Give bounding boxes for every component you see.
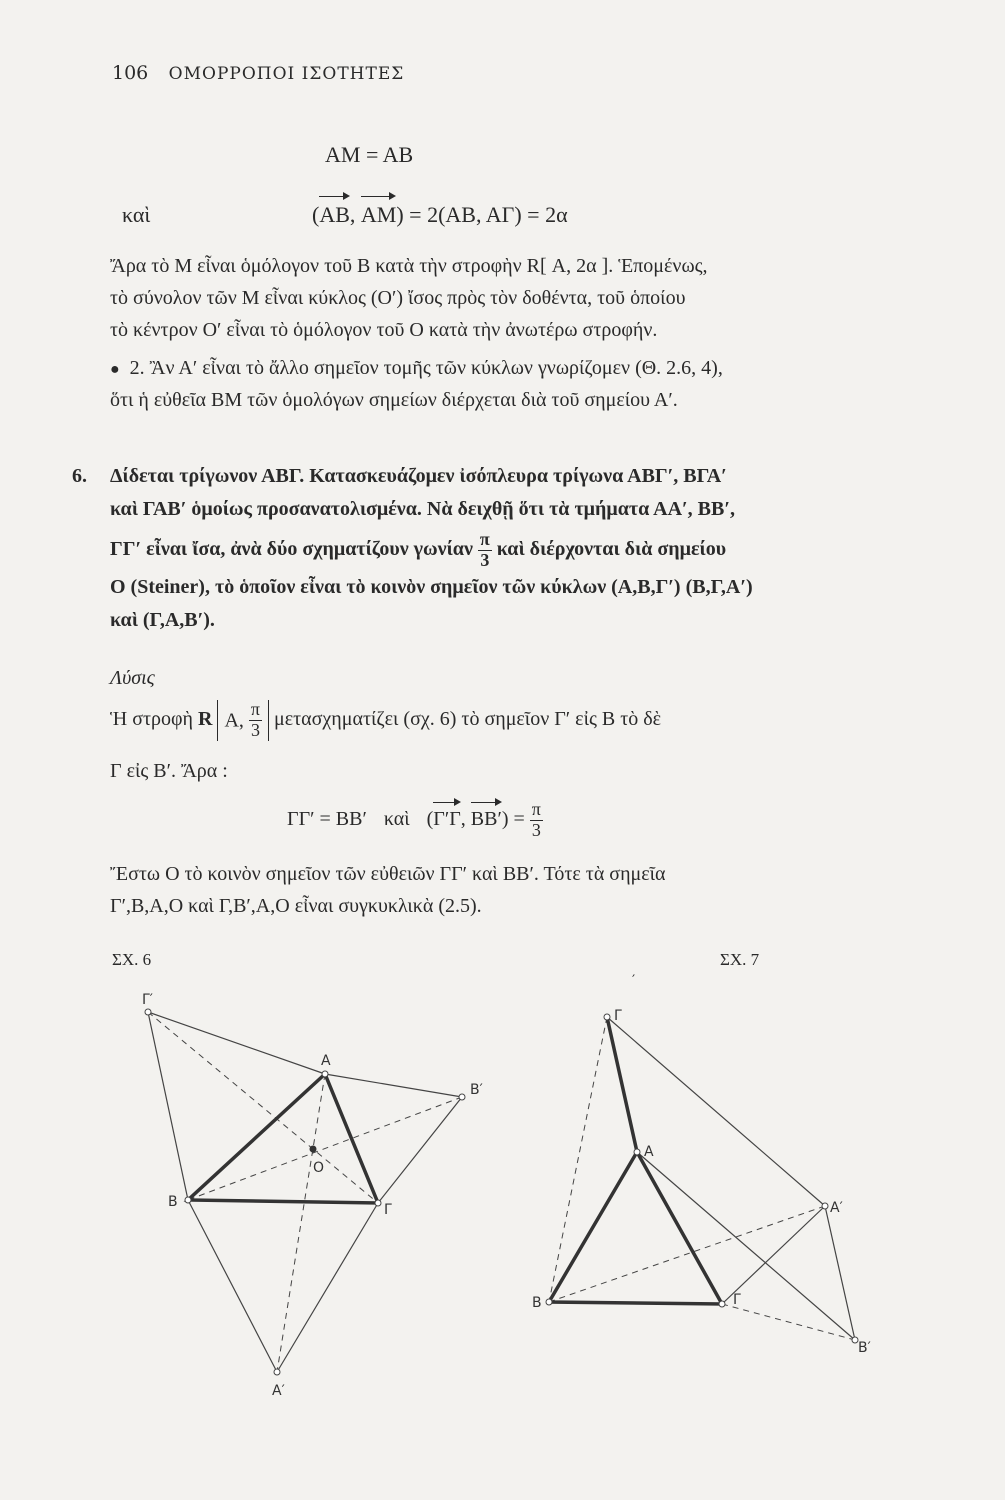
fig6-label-B: Β: [168, 1194, 178, 1210]
fraction-pi-over-3: $\frac{\pi}{3}$: [479, 529, 490, 570]
fig6-label-G: Γ: [384, 1202, 392, 1218]
fig7-label-G: Γ: [614, 1008, 622, 1024]
vector-gpg: Γ′Γ: [433, 807, 461, 830]
fig6-label-Bp: Β′: [470, 1082, 483, 1098]
solution-line-2: Γ εἰς Β′. Ἄρα :: [110, 760, 228, 782]
problem-line-2: καὶ ΓΑΒ′ ὁμοίως προσανατολισμένα. Νὰ δειχθῇ ὅτι τὰ τμήματα ΑΑ′, ΒΒ′,: [110, 498, 735, 520]
fig7-label-A: Α: [644, 1144, 654, 1160]
equation-am-ab: AM = AB: [325, 142, 414, 167]
solution-line-3: Ἔστω Ο τὸ κοινὸν σημεῖον τῶν εὐθειῶν ΓΓ′ καὶ ΒΒ′. Τότε τὰ σημεῖα: [110, 863, 666, 885]
fig7-label-Ap: Α′: [830, 1200, 843, 1216]
running-title: ΟΜΟΡΡΟΠΟΙ ΙΣΟΤΗΤΕΣ: [168, 64, 405, 84]
paragraph-2-line-2: ὅτι ἡ εὐθεῖα ΒΜ τῶν ὁμολόγων σημείων διέρχεται διὰ τοῦ σημείου Α′.: [110, 389, 678, 411]
problem-line-5: καὶ (Γ,Α,Β′).: [110, 608, 215, 631]
fig7-label-Gp: Γ: [733, 1292, 741, 1308]
eq-comma: ,: [349, 202, 361, 227]
figure-7-caption: ΣΧ. 7: [720, 950, 760, 969]
solution-equation: ΓΓ′ = ΒΒ′ καὶ (Γ′Γ, ΒΒ′) = $\frac{\pi}{3}$: [287, 799, 541, 840]
fig7-label-B: Β: [532, 1295, 542, 1311]
fig6-label-A: Α: [321, 1053, 331, 1069]
paragraph-2-line-1: ● 2. Ἂν Α′ εἶναι τὸ ἄλλο σημεῖον τομῆς τῶν κύκλων γνωρίζομεν (Θ. 2.6, 4),: [110, 357, 723, 379]
solution-line-4: Γ′,Β,Α,Ο καὶ Γ,Β′,Α,Ο εἶναι συγκυκλικὰ (2.5).: [110, 895, 482, 917]
eq-rest: ) = 2(AB, AΓ) = 2α: [396, 202, 568, 227]
fig7-label-Bp: Β′: [858, 1340, 871, 1356]
vector-ab: AB: [319, 202, 350, 227]
fig6-label-O: Ο: [313, 1160, 325, 1176]
problem-number: 6.: [72, 465, 87, 487]
rotation-bracket: Α, $\frac{\pi}{3}$: [217, 700, 269, 741]
eq-open-paren: (: [312, 202, 320, 227]
rotation-R: R: [198, 707, 213, 730]
kai-label: καὶ: [122, 202, 151, 227]
paragraph-1-line-3: τὸ κέντρον Ο′ εἶναι τὸ ὁμόλογον τοῦ Ο κατὰ τὴν ἀνωτέρω στροφήν.: [110, 319, 658, 341]
figure-6-caption: ΣΧ. 6: [112, 950, 152, 969]
fig6-label-Ap: Α′: [272, 1383, 285, 1399]
solution-heading: Λύσις: [110, 667, 155, 689]
vector-am: AM: [360, 202, 397, 227]
problem-line-3: ΓΓ′ εἶναι ἴσα, ἀνὰ δύο σχηματίζουν γωνίαν $\frac{\pi}{3}$ καὶ διέρχονται διὰ σημείου: [110, 529, 727, 570]
page-number: 106: [112, 62, 149, 84]
solution-line-1: Ἡ στροφὴ R Α, $\frac{\pi}{3}$ μετασχηματίζει (σχ. 6) τὸ σημεῖον Γ′ εἰς Β τὸ δὲ: [110, 699, 662, 740]
problem-line-1: Δίδεται τρίγωνον ΑΒΓ. Κατασκευάζομεν ἰσόπλευρα τρίγωνα ΑΒΓ′, ΒΓΑ′: [110, 465, 727, 487]
paragraph-1-line-2: τὸ σύνολον τῶν Μ εἶναι κύκλος (Ο′) ἴσος πρὸς τὸν δοθέντα, τοῦ ὁποίου: [110, 287, 686, 309]
bullet-icon: ●: [110, 361, 120, 378]
problem-line-4: Ο (Steiner), τὸ ὁποῖον εἶναι τὸ κοινὸν σημεῖον τῶν κύκλων (Α,Β,Γ′) (Β,Γ,Α′): [110, 575, 753, 598]
vector-bbp: ΒΒ′: [470, 807, 502, 830]
fig7-tick-mark: ′: [632, 973, 636, 989]
fig6-label-Gp: Γ′: [142, 992, 153, 1008]
paragraph-1-line-1: Ἄρα τὸ Μ εἶναι ὁμόλογον τοῦ Β κατὰ τὴν στροφὴν R[ Α, 2α ]. Ἑπομένως,: [110, 255, 708, 277]
